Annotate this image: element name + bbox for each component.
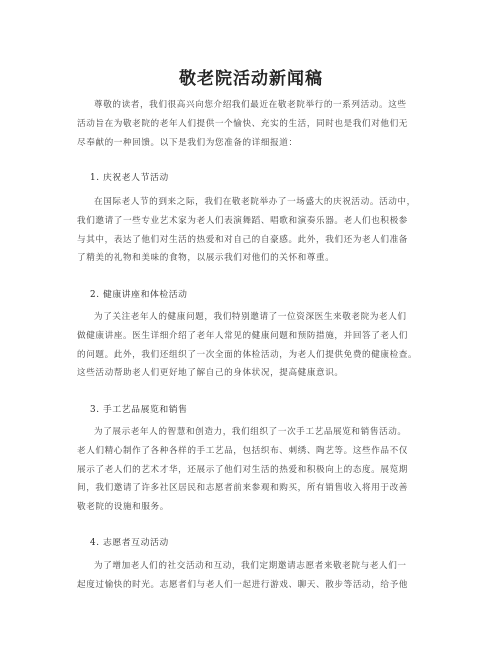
paragraph-line: 了精美的礼物和美味的食物，以展示我们对他们的关怀和尊重。 (77, 253, 335, 264)
paragraph-line: 展示了老人们的艺术才华，还展示了他们对生活的热爱和积极向上的态度。展览期 (77, 464, 408, 475)
paragraph-line: 敬老院的设施和服务。 (77, 502, 169, 513)
paragraph-line: 尊敬的读者，我们很高兴向您介绍我们最近在敬老院举行的一系列活动。这些 (94, 100, 407, 110)
paragraph-line: 尽奉献的一种回馈。以下是我们为您准备的详细报道： (77, 137, 298, 148)
section-heading: 4. 志愿者互动活动 (90, 538, 169, 548)
paragraph-line: 做健康讲座。医生详细介绍了老年人常见的健康问题和预防措施，并回答了老人们 (77, 330, 408, 341)
section-paragraph (77, 557, 429, 595)
section-paragraph (77, 423, 429, 517)
section-paragraph (77, 193, 429, 268)
section-heading: 2. 健康讲座和体检活动 (90, 290, 188, 300)
paragraph-line: 起度过愉快的时光。志愿者们与老人们一起进行游戏、聊天、散步等活动，给予他 (77, 579, 408, 590)
paragraph-line: 在国际老人节的到来之际，我们在敬老院举办了一场盛大的庆祝活动。活动中， (94, 197, 416, 207)
paragraph-line: 的问题。此外，我们还组织了一次全面的体检活动，为老人们提供免费的健康检查。 (77, 349, 418, 360)
section-heading: 3. 手工艺品展览和销售 (90, 405, 188, 415)
paragraph-line: 活动旨在为敬老院的老年人们提供一个愉快、充实的生活，同时也是我们对他们无 (77, 118, 408, 129)
paragraph-line: 为了增加老人们的社交活动和互动，我们定期邀请志愿者来敬老院与老人们一 (94, 561, 407, 571)
document-title: 敬老院活动新闻稿 (179, 69, 323, 89)
section-heading: 1. 庆祝老人节活动 (90, 173, 169, 183)
paragraph-line: 为了展示老年人的智慧和创造力，我们组织了一次手工艺品展览和销售活动。 (94, 427, 407, 437)
paragraph-line: 我们邀请了一些专业艺术家为老人们表演舞蹈、唱歌和演奏乐器。老人们也积极参 (77, 215, 408, 226)
intro-paragraph (77, 96, 429, 152)
paragraph-line: 间，我们邀请了许多社区居民和志愿者前来参观和购买，所有销售收入将用于改善 (77, 483, 408, 494)
paragraph-line: 老人们精心制作了各种各样的手工艺品，包括织布、刺绣、陶艺等。这些作品不仅 (77, 445, 408, 456)
section-paragraph (77, 308, 429, 383)
paragraph-line: 为了关注老年人的健康问题，我们特别邀请了一位资深医生来敬老院为老人们 (94, 312, 407, 322)
paragraph-line: 这些活动帮助老人们更好地了解自己的身体状况，提高健康意识。 (77, 368, 344, 379)
paragraph-line: 与其中，表达了他们对生活的热爱和对自己的自豪感。此外，我们还为老人们准备 (77, 234, 408, 245)
